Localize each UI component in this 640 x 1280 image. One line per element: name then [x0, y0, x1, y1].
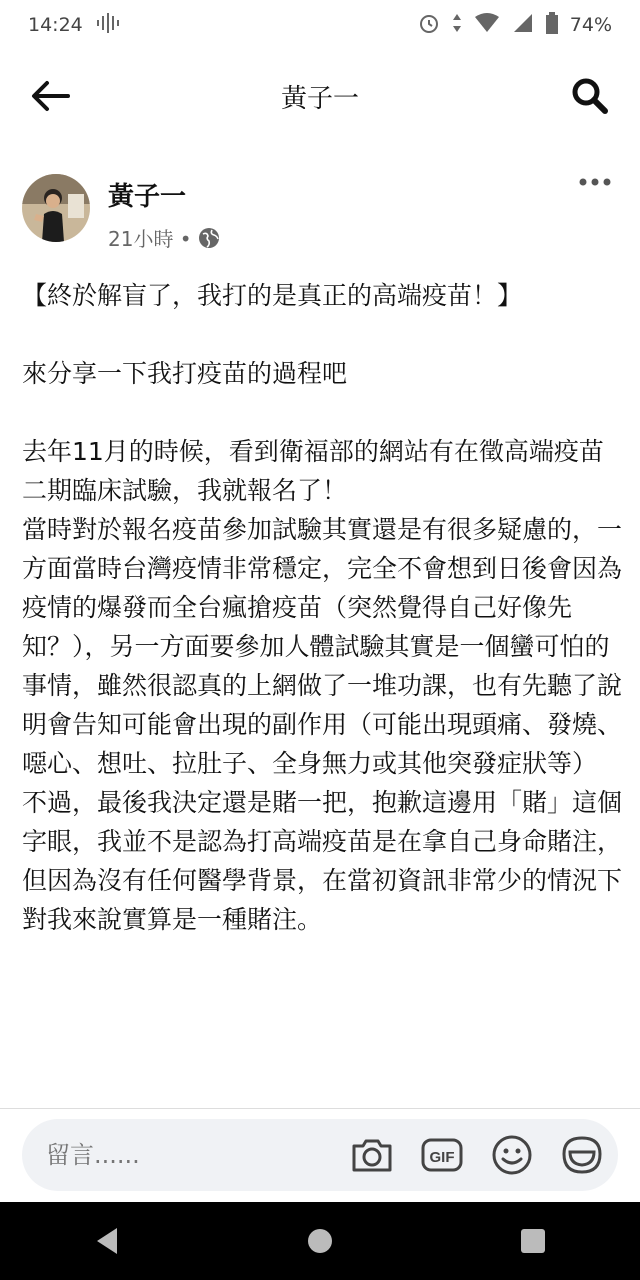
wifi-icon [474, 13, 500, 38]
comment-input[interactable] [44, 1140, 348, 1170]
nav-home-button[interactable] [290, 1211, 350, 1271]
post-paragraph: 去年11月的時候，看到衛福部的網站有在徵高端疫苗二期臨床試驗，我就報名了！ [22, 437, 604, 505]
post-paragraph-heading: 【終於解盲了，我打的是真正的高端疫苗！】 [22, 281, 523, 310]
signal-icon [512, 13, 534, 38]
comment-bar [0, 1108, 640, 1203]
sticker-icon [560, 1134, 604, 1176]
emoji-button[interactable] [488, 1131, 536, 1179]
globe-icon [198, 227, 220, 249]
nav-recents-button[interactable] [503, 1211, 563, 1271]
more-dots-icon [578, 177, 612, 187]
top-bar [0, 50, 640, 142]
system-nav-bar [0, 1202, 640, 1280]
post-body [22, 276, 622, 939]
nav-recents-icon [520, 1228, 546, 1254]
back-button[interactable] [24, 70, 76, 122]
page-title: 黃子一 [280, 83, 359, 114]
camera-icon [350, 1136, 394, 1174]
status-bar [0, 0, 640, 50]
post-author[interactable]: 黃子一 [108, 182, 187, 212]
gif-icon [420, 1136, 464, 1174]
nav-home-icon [306, 1227, 334, 1255]
post-paragraph: 來分享一下我打疫苗的過程吧 [22, 359, 348, 388]
emoji-icon [491, 1134, 533, 1176]
nav-back-icon [93, 1226, 121, 1256]
gif-button[interactable] [418, 1131, 466, 1179]
avatar[interactable] [22, 174, 90, 242]
post-paragraph: 不過，最後我決定還是賭一把，抱歉這邊用「賭」這個字眼，我並不是認為打高端疫苗是在拿自己身命賭注，但因為沒有任何醫學背景，在當初資訊非常少的情況下對我來說實算是一種賭注。 [22, 788, 623, 934]
status-time: 14:24 [28, 14, 83, 36]
sticker-button[interactable] [558, 1131, 606, 1179]
podcast-icon [95, 13, 121, 38]
post-paragraph: 當時對於報名疫苗參加試驗其實還是有很多疑慮的，一方面當時台灣疫情非常穩定，完全不會想到日後會因為疫情的爆發而全台瘋搶疫苗（突然覺得自己好像先知？），另一方面要參加人體試驗其實是一個蠻可怕的事情，雖然很認真的上網做了一堆功課，也有先聽了說明會告知可能會出現的副作用（可能出現頭痛、發燒、噁心、想吐、拉肚子、全身無力或其他突發症狀等） [22, 515, 623, 778]
comment-box [22, 1119, 618, 1191]
post-header [22, 168, 618, 251]
camera-button[interactable] [348, 1131, 396, 1179]
post-time[interactable]: 21小時 • [108, 227, 192, 251]
nav-back-button[interactable] [77, 1211, 137, 1271]
battery-level: 74% [569, 14, 612, 36]
search-button[interactable] [564, 70, 616, 122]
alarm-icon [418, 12, 440, 39]
search-icon [571, 77, 609, 115]
svg-text:GIF: GIF [429, 1149, 455, 1166]
data-arrows-icon [452, 13, 462, 38]
arrow-left-icon [30, 80, 70, 112]
more-options-button[interactable] [578, 172, 612, 191]
battery-icon [546, 12, 558, 39]
